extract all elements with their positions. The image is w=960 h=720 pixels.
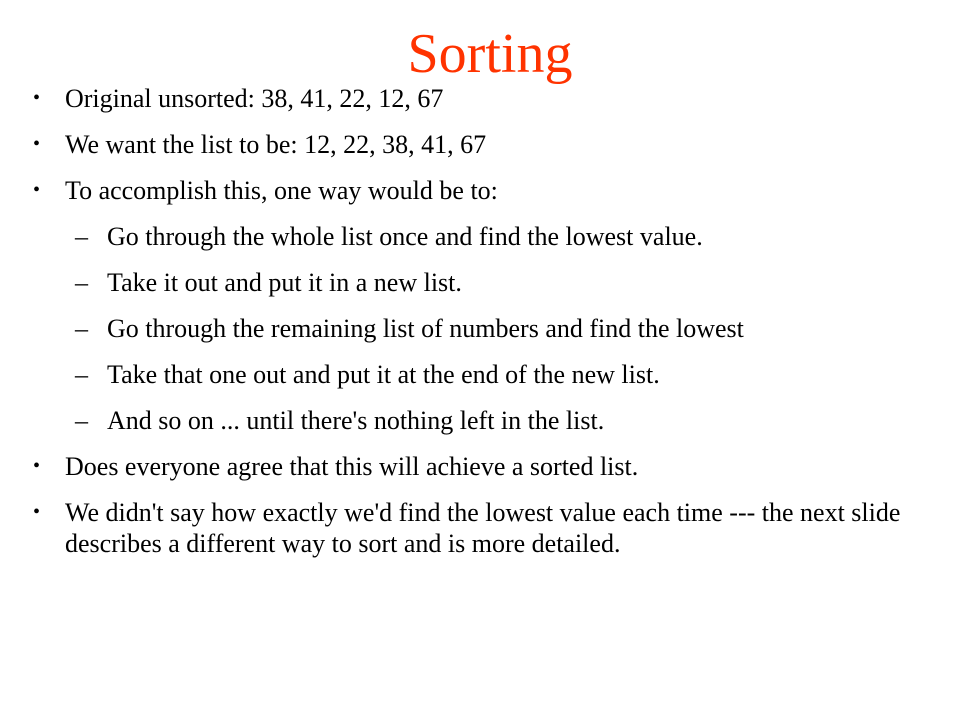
sub-bullet-item bbox=[33, 221, 943, 252]
sub-bullet-text: Take it out and put it in a new list. bbox=[107, 268, 462, 297]
bullet-list bbox=[33, 83, 943, 574]
sub-bullet-text: Go through the whole list once and find the lowest value. bbox=[107, 222, 703, 251]
sub-bullet-item bbox=[33, 313, 943, 344]
dash-icon: – bbox=[75, 360, 88, 389]
bullet-item bbox=[33, 129, 943, 160]
bullet-icon: • bbox=[33, 133, 41, 155]
bullet-item bbox=[33, 83, 943, 114]
bullet-text: Original unsorted: 38, 41, 22, 12, 67 bbox=[65, 84, 444, 113]
sub-bullet-item bbox=[33, 405, 943, 436]
bullet-icon: • bbox=[33, 455, 41, 477]
sub-bullet-item bbox=[33, 267, 943, 298]
bullet-text: We didn't say how exactly we'd find the lowest value each time --- the next slide describes a different way to sort and is more detailed. bbox=[65, 498, 901, 558]
slide-title: Sorting bbox=[407, 23, 573, 85]
bullet-icon: • bbox=[33, 501, 41, 523]
dash-icon: – bbox=[75, 268, 88, 297]
sub-bullet-text: Go through the remaining list of numbers and find the lowest bbox=[107, 314, 744, 343]
sub-bullet-text: Take that one out and put it at the end of the new list. bbox=[107, 360, 660, 389]
dash-icon: – bbox=[75, 222, 88, 251]
bullet-item bbox=[33, 451, 943, 482]
sub-bullet-text: And so on ... until there's nothing left in the list. bbox=[107, 406, 605, 435]
dash-icon: – bbox=[75, 314, 88, 343]
bullet-item bbox=[33, 175, 943, 206]
bullet-icon: • bbox=[33, 87, 41, 109]
bullet-text: Does everyone agree that this will achieve a sorted list. bbox=[65, 452, 639, 481]
sub-bullet-item bbox=[33, 359, 943, 390]
bullet-icon: • bbox=[33, 179, 41, 201]
bullet-text: To accomplish this, one way would be to: bbox=[65, 176, 498, 205]
bullet-item bbox=[33, 497, 943, 559]
dash-icon: – bbox=[75, 406, 88, 435]
bullet-text: We want the list to be: 12, 22, 38, 41, 67 bbox=[65, 130, 487, 159]
